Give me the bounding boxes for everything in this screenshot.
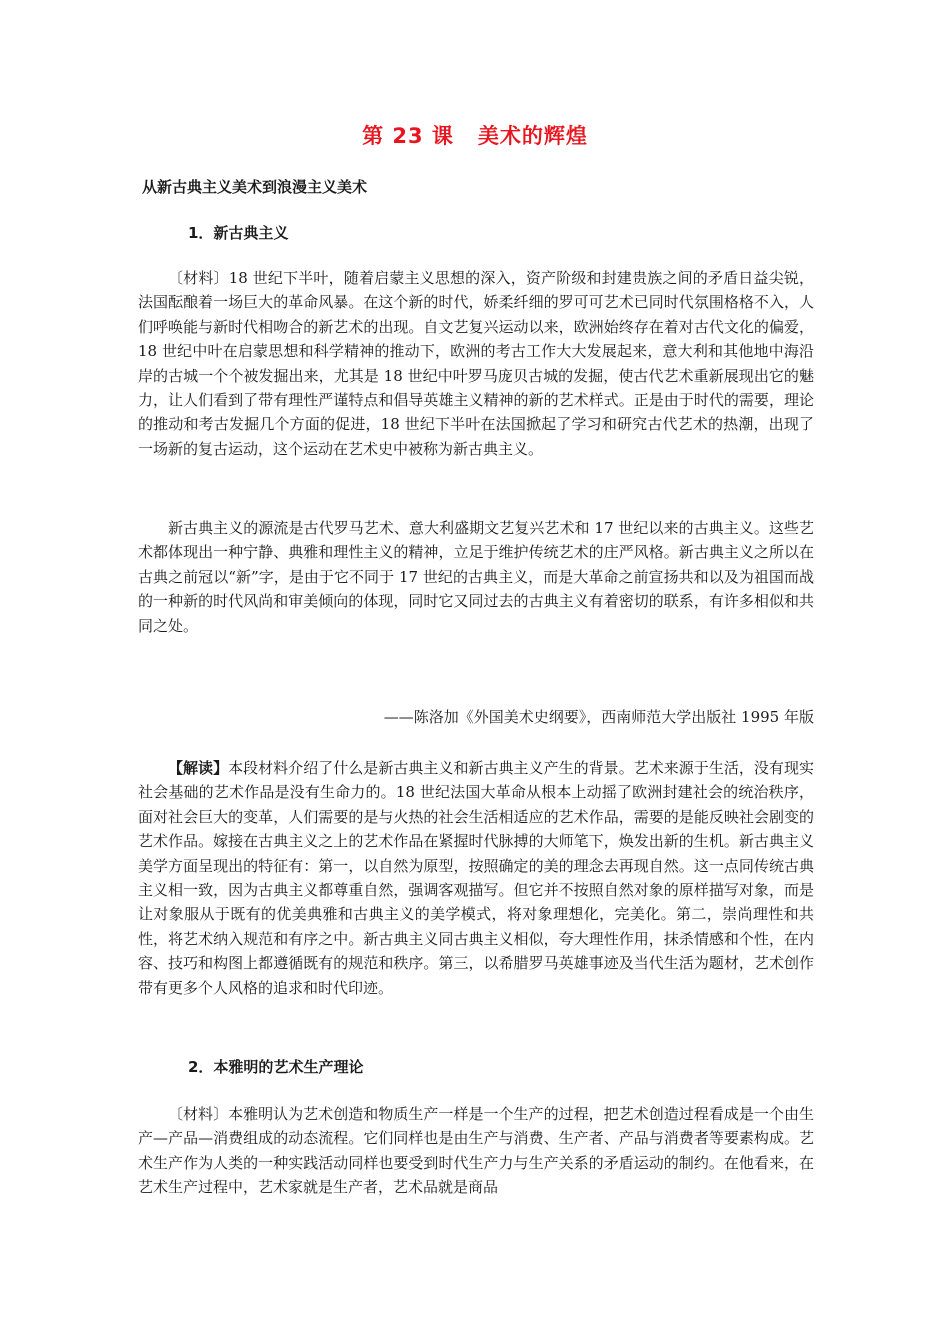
lesson-title <box>0 120 950 150</box>
material-paragraph-3 <box>138 1102 814 1200</box>
lesson-number: 第 23 课 <box>362 124 454 148</box>
interpretation-tag: 【解读】 <box>168 759 229 777</box>
material-paragraph-1 <box>138 266 814 461</box>
lesson-name: 美术的辉煌 <box>477 124 588 148</box>
interpretation-text: 本段材料介绍了什么是新古典主义和新古典主义产生的背景。艺术来源于生活，没有现实社会基础的艺术作品是没有生命力的。18 世纪法国大革命从根本上动摇了欧洲封建社会的统治秩序，面对社会巨大的变革，人们需要的是与火热的社会生活相适应的艺术作品，需要的是能反映社会剧变的艺术作品。嫁接在古典主义之上的艺术作品在紧握时代脉搏的大师笔下，焕发出新的生机。新古典主义美学方面呈现出的特征有：第一，以自然为原型，按照确定的美的理念去再现自然。这一点同传统古典主义相一致，因为古典主义都尊重自然，强调客观描写。但它并不按照自然对象的原样描写对象，而是让对象服从于既有的优美典雅和古典主义的美学模式，将对象理想化，完美化。第二，崇尚理性和共性，将艺术纳入规范和有序之中。新古典主义同古典主义相似，夸大理性作用，抹杀情感和个性，在内容、技巧和构图上都遵循既有的规范和秩序。第三，以希腊罗马英雄事迹及当代生活为题材，艺术创作带有更多个人风格的追求和时代印迹。 <box>138 759 814 997</box>
material-text: 新古典主义的源流是古代罗马艺术、意大利盛期文艺复兴艺术和 17 世纪以来的古典主义。这些艺术都体现出一种宁静、典雅和理性主义的精神，立足于维护传统艺术的庄严风格。新古典主义之所以在古典之前冠以“新”字，是由于它不同于 17 世纪的古典主义，而是大革命之前宣扬共和以及为祖国而战的一种新的时代风尚和审美倾向的体现，同时它又同过去的古典主义有着密切的联系，有许多相似和共同之处。 <box>138 519 814 635</box>
subheading-neoclassicism: 1．新古典主义 <box>188 224 289 242</box>
source-citation: ——陈洛加《外国美术史纲要》，西南师范大学出版社 1995 年版 <box>383 708 814 726</box>
material-tag: 〔材料〕 <box>168 1105 229 1123</box>
section-heading: 从新古典主义美术到浪漫主义美术 <box>142 178 368 196</box>
material-text: 18 世纪下半叶，随着启蒙主义思想的深入，资产阶级和封建贵族之间的矛盾日益尖锐，法国酝酿着一场巨大的革命风暴。在这个新的时代，娇柔纤细的罗可可艺术已同时代氛围格格不入，人们呼唤能与新时代相吻合的新艺术的出现。自文艺复兴运动以来，欧洲始终存在着对古代文化的偏爱，18 世纪中叶在启蒙思想和科学精神的推动下，欧洲的考古工作大大发展起来，意大利和其他地中海沿岸的古城一个个被发掘出来，尤其是 18 世纪中叶罗马庞贝古城的发掘，使古代艺术重新展现出它的魅力，让人们看到了带有理性严谨特点和倡导英雄主义精神的新的艺术样式。正是由于时代的需要，理论的推动和考古发掘几个方面的促进，18 世纪下半叶在法国掀起了学习和研究古代艺术的热潮，出现了一场新的复古运动，这个运动在艺术史中被称为新古典主义。 <box>138 269 814 458</box>
material-tag: 〔材料〕 <box>168 269 229 287</box>
subheading-benjamin: 2．本雅明的艺术生产理论 <box>188 1058 364 1076</box>
material-paragraph-2 <box>138 516 814 638</box>
material-text: 本雅明认为艺术创造和物质生产一样是一个生产的过程，把艺术创造过程看成是一个由生产—产品—消费组成的动态流程。它们同样也是由生产与消费、生产者、产品与消费者等要素构成。艺术生产作为人类的一种实践活动同样也要受到时代生产力与生产关系的矛盾运动的制约。在他看来，在艺术生产过程中，艺术家就是生产者，艺术品就是商品 <box>138 1105 814 1197</box>
interpretation-paragraph <box>138 756 814 1000</box>
